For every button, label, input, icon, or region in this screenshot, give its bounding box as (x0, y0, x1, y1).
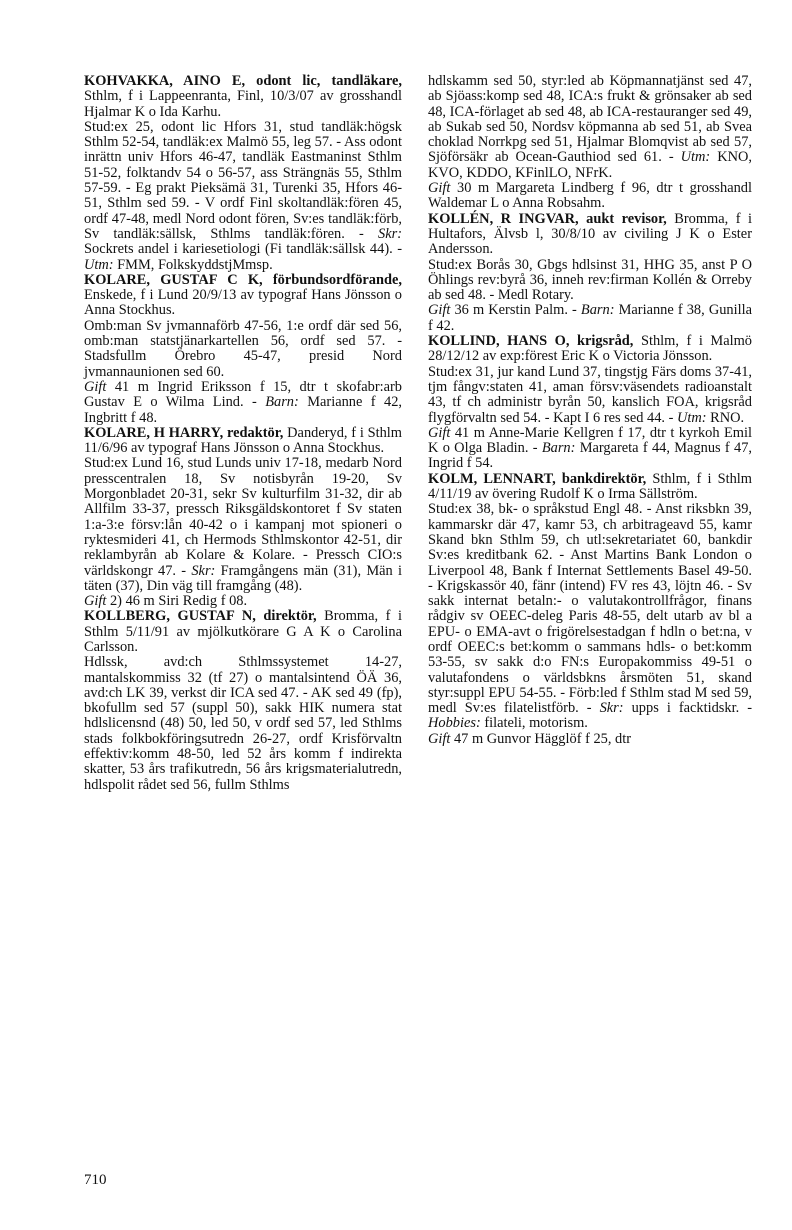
entry-name-heading: KOLLBERG, GUSTAF N, direktör, (84, 608, 317, 625)
entry-text: Enskede, f i Lund 20/9/13 av typograf Hans Jönsson o Anna Stockhus. (84, 287, 402, 319)
italic-label: Gift (428, 302, 451, 319)
italic-label: Barn: (541, 440, 576, 457)
entry-text: 41 m Anne-Marie Kellgren f 17, dtr t kyrkoh Emil K o Olga Bladin. - (428, 424, 752, 457)
entry-name-heading: KOLARE, GUSTAF C K, förbundsordförande, (84, 271, 402, 288)
entry-name-heading: KOLARE, H HARRY, redaktör, (84, 424, 284, 441)
entry-text: Bromma, f i Sthlm 5/11/91 av mjölkutkörare G A K o Carolina Carlsson. (84, 608, 403, 655)
right-column (428, 74, 752, 747)
italic-label: Barn: (580, 302, 615, 319)
entry-text: Stud:ex 25, odont lic Hfors 31, stud tandläk:högsk Sthlm 52-54, tandläk:ex Malmö 55, leg 57. - Ass odont inrättn univ Hfors 46-47, tandläk Eastmaninst Sthlm 51-52, folktandv 54 o 56-57, ass Strängnäs 55, Sthlm 57-59. - Eg prakt Pieksämä 31, Turenki 35, Hfors 46-51, Sthlm sed 59. - V ordf Finl skoltandläk:fören 45, ordf 47-48, medl Nord odont fören, Sv:es tandläk:förb, Sv tandläk:sällsk, Sthlms tandläk:fören. - (84, 118, 402, 242)
entry-paragraph (428, 303, 752, 334)
entry-text: Bromma, f i Hultafors, Älvsb l, 30/8/10 av civiling J K o Ester Andersson. (428, 210, 752, 258)
entry-paragraph (84, 655, 402, 793)
entry-text: Sthlm, f i Sthlm 4/11/19 av övering Rudolf K o Irma Sällström. (428, 470, 752, 503)
entry-text: Stud:ex 38, bk- o språkstud Engl 48. - Anst riksbkn 39, kammarskr där 47, kamr 53, ch arbitrageavd 55, kamr Skand bkn Sthlm 59, ch utl:sekretariatet 60, bankdir Sv:es kreditbank 62. - Anst Martins Bank London o Liverpool 48, Bank f Internat Settlements Basel 49-50. - Krigskassör 40, fänr (intend) FV res 43, löjtn 46. - Sv sakk internat betaln:- o valutakontrollfrågor, finans rådgiv sv OEEC-deleg Paris 48-55, delt utarb av bl a EPU- o EMA-avt o frigörelsestadgan f hdln o bet:na, v ordf OEEC:s bet:komm o sammans hdls- o bet:komm 53-55, sv sakk d:o FN:s Europakommiss 49-51 o valutafondens o världsbkns årsmöten 51, skand styr:suppl EPU 54-55. - Förb:led f Sthlm stad M sed 59, medl Sv:es filatelistförb. - (428, 501, 752, 717)
entry-text: RNO. (706, 409, 745, 426)
entry-intro (428, 472, 752, 503)
entry-paragraph (428, 258, 752, 304)
biography-entry (84, 273, 402, 426)
entry-text: upps i facktidskr. - (623, 700, 753, 717)
entry-text: Stud:ex Borås 30, Gbgs hdlsinst 31, HHG 35, anst P O Öhlings rev:byrå 36, inneh rev:firman Kollén & Orreby ab sed 48. - Medl Rotary. (428, 256, 752, 304)
italic-label: Skr: (191, 562, 216, 579)
italic-label: Gift (428, 424, 451, 441)
italic-label: Gift (428, 180, 451, 197)
entry-paragraph (84, 380, 402, 426)
entry-paragraph (428, 365, 752, 426)
entry-intro (428, 334, 752, 365)
biography-entry (84, 74, 402, 273)
entry-text: Sthlm, f i Malmö 28/12/12 av exp:förest Eric K o Victoria Jönsson. (428, 333, 752, 365)
entry-text: 30 m Margareta Lindberg f 96, dtr t grosshandl Waldemar L o Anna Robsahm. (428, 180, 752, 212)
entry-text: Framgångens män (31), Män i täten (37), Din väg till framgång (48). (84, 562, 402, 594)
entry-text: Omb:man Sv jvmannaförb 47-56, 1:e ordf där sed 56, omb:man statstjänarkartellen 56, ordf sed 57. - Stadsfullm Örebro 45-47, presid Nord jvmannaunionen sed 60. (84, 317, 402, 380)
entry-text: Danderyd, f i Sthlm 11/6/96 av typograf Hans Jönsson o Anna Stockhus. (84, 424, 402, 457)
italic-label: Skr: (599, 700, 624, 717)
italic-label: Utm: (680, 149, 711, 166)
entry-text: Stud:ex Lund 16, stud Lunds univ 17-18, medarb Nord presscentralen 18, Sv notisbyrån 19-20, Sv Morgonbladet 20-31, sekr Sv kulturfilm 31-32, dir ab Allfilm 33-37, pressch Riksgäldskontoret f Sv staten 1:a-3:e försv:lån 40-42 o i kampanj mot spioneri o ryktesmideri 41, ch Hermods Sthlmskontor 42-51, dir reklambyrån ab Kolare & Kolare. - Pressch CIO:s världskongr 47. - (84, 455, 402, 579)
entry-text: Sthlm, f i Lappeenranta, Finl, 10/3/07 av grosshandl Hjalmar K o Ida Karhu. (84, 88, 402, 120)
biography-entry (84, 426, 402, 610)
entry-paragraph (428, 181, 752, 212)
entry-text: 2) 46 m Siri Redig f 08. (106, 593, 248, 610)
biography-entry (428, 334, 752, 472)
biography-entry (428, 212, 752, 334)
entry-text: 36 m Kerstin Palm. - (450, 302, 581, 319)
page-number: 710 (84, 1172, 107, 1188)
entry-intro (84, 74, 402, 120)
entry-paragraph (84, 120, 402, 273)
entry-intro (84, 426, 402, 457)
entry-name-heading: KOLM, LENNART, bankdirektör, (428, 470, 647, 487)
entry-text: Margareta f 44, Magnus f 47, Ingrid f 54. (428, 440, 752, 472)
entry-text: Hdlssk, avd:ch Sthlmssystemet 14-27, mantalskommiss 32 (tf 27) o mantalsintend ÖÄ 36, avd:ch LK 39, verkst dir ICA sed 47. - AK sed 49 (fp), bkofullm sed 57 (suppl 50), sakk HIK numera stat hdlslicensnd (48) 50, led 50, v ordf sed 57, led Sthlms stads folkbokföringsutredn 26-27, ordf Krisförvaltn effektiv:komm 48-50, led 52 års komm f indirekta skatter, 53 års trafikutredn, 56 års krigsmaterialutredn, hdlspolit rådet sed 56, fullm Sthlms (84, 654, 402, 793)
entry-intro (428, 212, 752, 258)
italic-label: Hobbies: (428, 715, 481, 732)
entry-name-heading: KOLLÉN, R INGVAR, aukt revisor, (428, 210, 667, 227)
entry-paragraph (84, 456, 402, 594)
italic-label: Gift (84, 593, 107, 610)
italic-label: Barn: (265, 394, 299, 411)
entry-intro (428, 74, 752, 181)
italic-label: Utm: (84, 256, 114, 273)
entry-paragraph (428, 502, 752, 731)
entry-text: 47 m Gunvor Hägglöf f 25, dtr (450, 730, 632, 747)
biography-entry (84, 609, 402, 793)
entry-name-heading: KOLLIND, HANS O, krigsråd, (428, 333, 634, 350)
entry-text: hdlskamm sed 50, styr:led ab Köpmannatjänst sed 47, ab Sjöass:komp sed 48, ICA:s frukt & grönsaker ab sed 48, ICA-förlaget ab sed 48, ab ICA-restauranger sed 49, ab Sukab sed 50, Nordsv köpmanna ab sed 51, ab Svea choklad Norrkpg sed 51, Hjalmar Blomqvist ab sed 57, Sjöförsäkr ab Ocean-Gauthiod sed 61. - (428, 73, 752, 166)
left-column (84, 74, 402, 793)
entry-text: 41 m Ingrid Eriksson f 15, dtr t skofabr:arb Gustav E o Wilma Lind. - (84, 378, 402, 411)
entry-paragraph (428, 732, 752, 747)
entry-text: Marianne f 42, Ingbritt f 48. (84, 394, 402, 426)
italic-label: Gift (428, 730, 451, 747)
entry-intro (84, 273, 402, 319)
entry-paragraph (84, 319, 402, 380)
biography-entry (428, 472, 752, 747)
italic-label: Utm: (676, 409, 707, 426)
biography-entry (428, 74, 752, 212)
entry-paragraph (428, 426, 752, 472)
italic-label: Skr: (378, 225, 402, 242)
entry-text: filateli, motorism. (480, 715, 588, 732)
entry-text: FMM, FolkskyddstjMmsp. (113, 256, 273, 273)
entry-name-heading: KOHVAKKA, AINO E, odont lic, tandläkare, (84, 73, 402, 89)
entry-text: Marianne f 38, Gunilla f 42. (428, 302, 752, 334)
entry-text: Sockrets andel i kariesetiologi (Fi tandläk:sällsk 44). - (84, 241, 402, 258)
entry-text: KNO, KVO, KDDO, KFinlLO, NFrK. (428, 149, 752, 181)
entry-text: Stud:ex 31, jur kand Lund 37, tingstjg Färs doms 37-41, tjm fångv:staten 41, aman försv:väsendets radioanstalt 43, tf ch administr byrån 50, kanslich FOA, krigsråd flygförvaltn sed 54. - Kapt I 6 res sed 44. - (428, 363, 752, 426)
entry-intro (84, 609, 402, 655)
entry-paragraph (84, 594, 402, 609)
italic-label: Gift (84, 378, 107, 395)
